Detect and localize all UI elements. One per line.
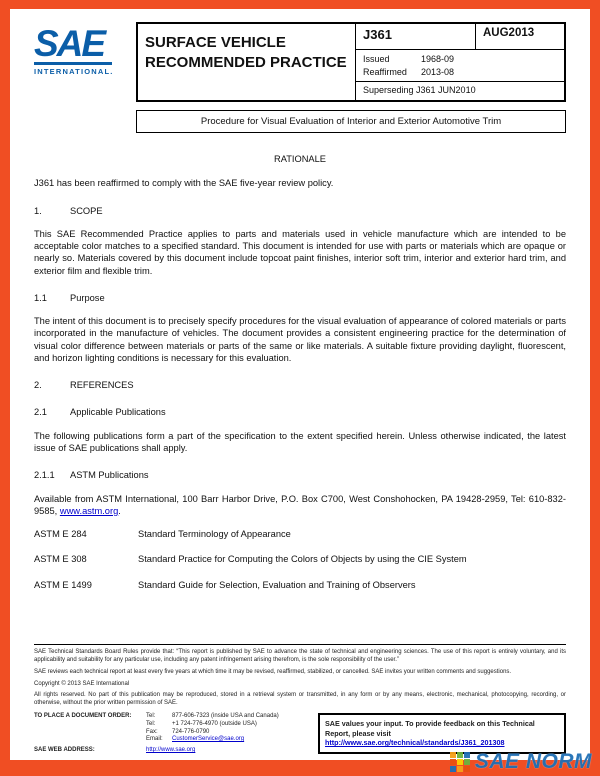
reaffirmed-row: [363, 66, 557, 79]
astm-source-suffix: .: [118, 505, 121, 516]
reference-code: ASTM E 308: [34, 554, 87, 565]
contact-line: [146, 721, 279, 729]
sae-logo-text: SAE: [34, 26, 112, 65]
applicable-publications-heading: [34, 406, 566, 418]
order-contacts: [146, 713, 279, 744]
purpose-number: 1.1: [34, 292, 47, 303]
reference-title: Standard Practice for Computing the Colors of Objects by using the CIE System: [138, 554, 467, 565]
scope-heading-label: SCOPE: [70, 205, 103, 216]
reference-title: Standard Guide for Selection, Evaluation and Training of Observers: [138, 579, 416, 590]
issue-dates-cell: [356, 50, 564, 82]
contact-line: [146, 729, 279, 737]
issued-row: [363, 53, 557, 66]
reference-item: [34, 528, 566, 540]
reference-code: ASTM E 1499: [34, 579, 92, 590]
issued-date: 1968-09: [421, 54, 455, 64]
reference-item: [34, 579, 566, 591]
reference-code: ASTM E 284: [34, 529, 87, 540]
scope-number: 1.: [34, 205, 42, 216]
saenorm-watermark-text: SAE NORM: [474, 750, 592, 773]
superseding-note: Superseding J361 JUN2010: [363, 85, 476, 95]
feedback-url-link[interactable]: http://www.sae.org/technical/standards/J361_201308: [325, 738, 505, 748]
applicable-publications-number: 2.1: [34, 407, 47, 418]
document-content-area: [10, 9, 590, 760]
sae-web-address-link[interactable]: http://www.sae.org: [146, 747, 196, 754]
document-type: SURFACE VEHICLE RECOMMENDED PRACTICE: [138, 24, 356, 100]
feedback-text: SAE values your input. To provide feedback on this Technical Report, please visit: [325, 719, 535, 738]
document-revision-date: AUG2013: [476, 24, 564, 50]
board-rules-note: SAE Technical Standards Board Rules provide that: “This report is published by SAE to advance the state of technical and engineering sciences. The use of this report is entirely voluntary, and its applicability and suitability for any particular use, including any patent infringement arising therefrom, is the sole responsibility of the user.”: [34, 649, 566, 664]
footer-bottom: [34, 713, 566, 755]
references-heading: [34, 379, 566, 391]
sae-logo: [34, 22, 126, 102]
references-heading-label: REFERENCES: [70, 380, 134, 391]
contact-label: Tel:: [146, 713, 156, 720]
astm-publications-heading-label: ASTM Publications: [70, 470, 149, 481]
references-number: 2.: [34, 380, 42, 391]
contact-label: Email:: [146, 736, 163, 743]
contact-value: 877-606-7323 (inside USA and Canada): [172, 713, 279, 720]
document-title: Procedure for Visual Evaluation of Interior and Exterior Automotive Trim: [136, 110, 566, 133]
astm-publications-heading: [34, 469, 566, 481]
reaffirmed-date: 2013-08: [421, 67, 455, 78]
document-footer: [34, 644, 566, 755]
order-block: [34, 713, 318, 755]
reaffirmed-label: Reaffirmed: [363, 67, 407, 78]
document-header-table: [136, 22, 566, 102]
document-number: J361: [356, 24, 476, 50]
purpose-heading: [34, 292, 566, 304]
astm-publications-number: 2.1.1: [34, 470, 55, 481]
purpose-paragraph: The intent of this document is to precisely specify procedures for the visual evaluation of appearance of colored materials or parts incorporated in the manufacture of vehicles. The document provides a consistent engineering practice for the determination of visual color difference between materials or parts of the same or like materials. A suitable fixture providing daylight, fluorescent, and horizon lighting conditions is necessary for this evaluation.: [34, 316, 566, 363]
applicable-publications-paragraph: The following publications form a part of the specification to the extent specified herein. Unless otherwise indicated, the latest issue of SAE publications shall apply.: [34, 430, 566, 453]
contact-label: Tel:: [146, 720, 156, 727]
copyright-note: Copyright © 2013 SAE International: [34, 680, 130, 687]
purpose-heading-label: Purpose: [70, 292, 105, 303]
contact-value: +1 724-776-4970 (outside USA): [172, 720, 257, 727]
feedback-box: [318, 713, 566, 754]
order-row: [34, 713, 310, 744]
applicable-publications-heading-label: Applicable Publications: [70, 407, 166, 418]
reference-title: Standard Terminology of Appearance: [138, 529, 291, 540]
saenorm-watermark-logo: [450, 750, 592, 774]
rationale-paragraph: J361 has been reaffirmed to comply with the SAE five-year review policy.: [34, 178, 334, 189]
document-header: [34, 22, 566, 102]
contact-value: 724-776-0790: [172, 728, 210, 735]
sae-logo-international-text: INTERNATIONAL.: [34, 67, 114, 77]
contact-label: Fax:: [146, 728, 158, 735]
reference-item: [34, 553, 566, 565]
web-address-heading: SAE WEB ADDRESS:: [34, 747, 95, 754]
issued-label: Issued: [363, 54, 390, 64]
review-note: SAE reviews each technical report at least every five years at which time it may be revised, reaffirmed, stabilized, or cancelled. SAE invites your written comments and suggestions.: [34, 668, 512, 675]
astm-source-text: Available from ASTM International, 100 Barr Harbor Drive, P.O. Box C700, West Conshohocken, PA 19428-2959, Tel: 610-832-9585,: [34, 493, 566, 516]
web-address-row: [34, 747, 310, 755]
rationale-heading: RATIONALE: [273, 154, 326, 164]
customer-service-email[interactable]: CustomerService@sae.org: [172, 736, 245, 743]
astm-source-paragraph: [34, 493, 566, 518]
contact-line: [146, 736, 279, 744]
document-body: [34, 153, 566, 591]
contact-line: [146, 713, 279, 721]
scope-paragraph: This SAE Recommended Practice applies to parts and materials used in vehicle manufacture which are intended to be acceptable color matches to a specified standard. This document is intended for use with parts or materials which are opaque or nearly so. Materials covered by this document include topcoat paint finishes, interior soft trim, interior and exterior hard trim, and exterior film and flexible trim.: [34, 228, 566, 276]
scope-heading: [34, 205, 566, 217]
rights-note: All rights reserved. No part of this publication may be reproduced, stored in a retrieval system or transmitted, in any form or by any means, electronic, mechanical, photocopying, recording, or otherwise, without the prior written permission of SAE.: [34, 692, 566, 707]
saenorm-mosaic-icon: [450, 752, 470, 772]
astm-org-link[interactable]: www.astm.org: [59, 505, 119, 516]
order-heading: TO PLACE A DOCUMENT ORDER:: [34, 713, 132, 720]
